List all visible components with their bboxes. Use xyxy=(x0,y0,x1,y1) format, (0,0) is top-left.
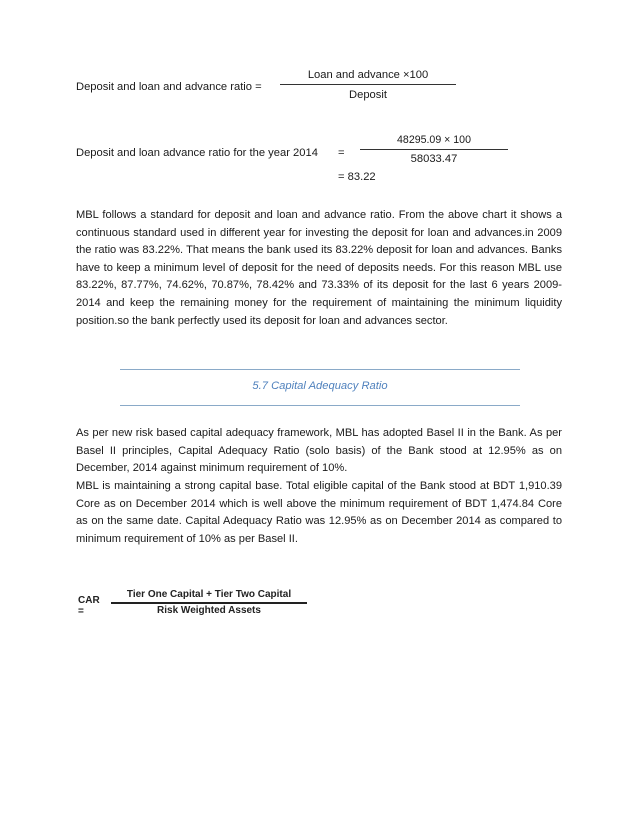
section-heading: 5.7 Capital Adequacy Ratio xyxy=(252,380,388,392)
paragraph-deposit-ratio: MBL follows a standard for deposit and loan and advance ratio. From the above chart it shows a continuous standard used in different year for investing the deposit for loan and advances.in 2009 the ratio was 83.22%. That means the bank used its 83.22% deposit for loan and advances. Banks have to keep a minimum level of deposit for the need of deposits needs. For this reason MBL use 83.22%, 87.77%, 74.62%, 70.87%, 78.42% and 73.33% of its deposit for the last 6 years 2009-2014 and keep the remaining money for the requirement of maintaining the minimum liquidity position.so the bank perfectly used its deposit for loan and advances sector. xyxy=(76,209,562,327)
formula2-label: Deposit and loan advance ratio for the year 2014 xyxy=(76,147,318,159)
heading-top-rule xyxy=(120,369,520,370)
car-numerator: Tier One Capital + Tier Two Capital xyxy=(126,589,292,600)
formula1-fraction-bar xyxy=(280,84,456,85)
formula2-numerator: 48295.09 × 100 xyxy=(397,134,471,146)
car-denominator: Risk Weighted Assets xyxy=(157,604,261,616)
formula2-denominator: 58033.47 xyxy=(410,153,458,165)
car-label: CAR = xyxy=(78,595,100,617)
formula1-denominator: Deposit xyxy=(349,89,387,101)
paragraph-capital-base: MBL is maintaining a strong capital base. Total eligible capital of the Bank stood at BDT 1,910.39 Core as on December 2014 which is well above the minimum requirement of BDT 1,474.84 Core as on the same date. Capital Adequacy Ratio was 12.95% as on December 2014 as compared to minimum requirement of 10% as per Basel II. xyxy=(76,480,562,545)
formula2-result: = 83.22 xyxy=(338,171,376,183)
formula2-fraction-bar xyxy=(360,149,508,150)
paragraph-basel-ii: As per new risk based capital adequacy framework, MBL has adopted Basel II in the Bank. As per Basel II principles, Capital Adequacy Ratio (solo basis) of the Bank stood at 12.95% as on December, 2014 against minimum requirement of 10%. xyxy=(76,427,562,475)
formula2-equals: = xyxy=(338,147,345,159)
car-fraction-bar xyxy=(111,602,307,604)
formula1-numerator: Loan and advance ×100 xyxy=(307,69,429,81)
heading-bottom-rule xyxy=(120,405,520,406)
car-fraction xyxy=(111,589,307,617)
formula1-label: Deposit and loan and advance ratio = xyxy=(76,81,262,93)
